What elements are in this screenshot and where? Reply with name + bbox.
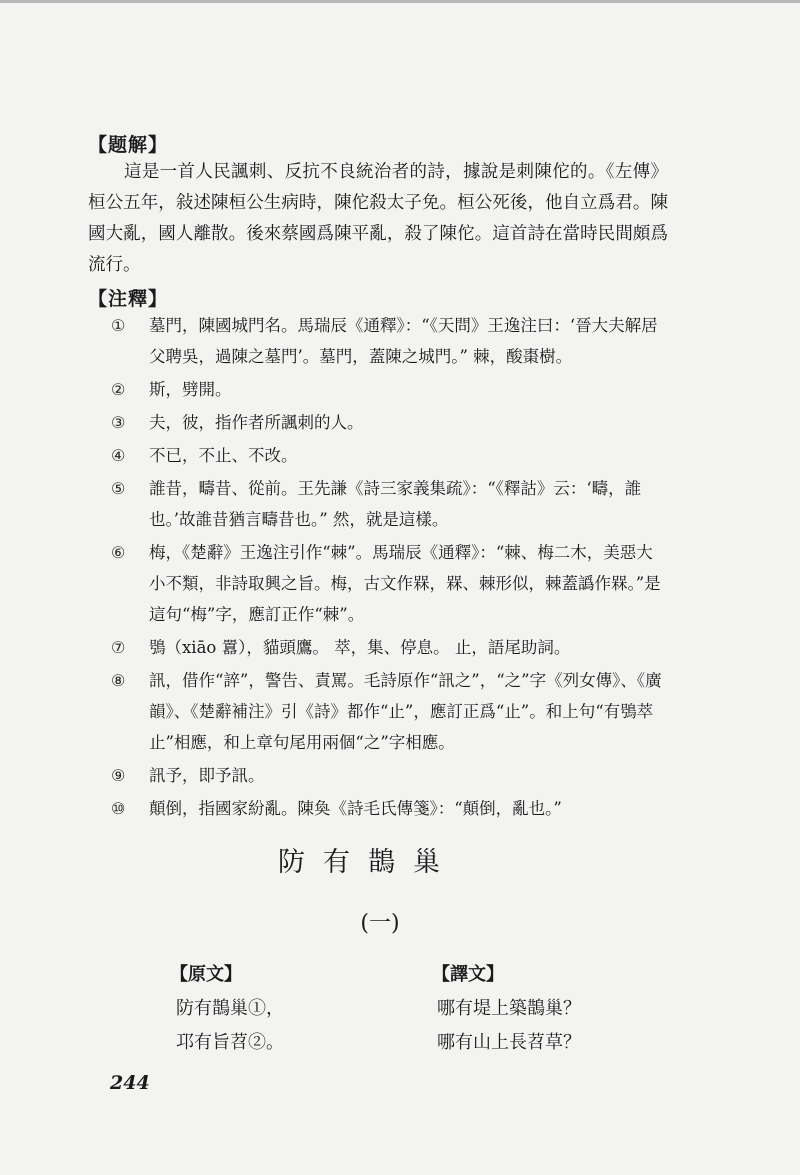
note-number: ② xyxy=(111,380,126,399)
note-number: ⑩ xyxy=(111,799,126,818)
yuanwen-heading: 【原文】 xyxy=(170,964,242,985)
yiwen-heading: 【譯文】 xyxy=(432,964,504,985)
note-text: 鴞（xiāo 囂），貓頭鷹。 萃，集、停息。 止，語尾助詞。 xyxy=(149,638,571,657)
note-text: 夫，彼，指作者所諷刺的人。 xyxy=(149,413,364,432)
note-3 xyxy=(0,407,800,438)
note-5 xyxy=(0,473,800,535)
note-number: ① xyxy=(111,316,126,335)
tijie-heading: 【题解】 xyxy=(88,134,169,156)
note-number: ⑦ xyxy=(111,638,126,657)
yiwen-line-1: 哪有堤上築鵲巢？ xyxy=(437,998,581,1019)
note-text: 顛倒，指國家紛亂。陳奐《詩毛氏傳箋》：“顛倒，亂也。” xyxy=(149,799,562,818)
note-10 xyxy=(0,793,800,824)
note-number: ⑤ xyxy=(111,479,126,498)
note-number: ⑧ xyxy=(111,671,126,690)
note-text: 墓門，陳國城門名。馬瑞辰《通釋》：“《天問》王逸注曰：‘晉大夫解居父聘吳，過陳之墓門’。墓門，蓋陳之城門。” 棘，酸棗樹。 xyxy=(149,316,658,366)
yiwen-line-2: 哪有山上長苕草？ xyxy=(437,1032,581,1053)
note-4 xyxy=(0,440,800,471)
note-text: 梅，《楚辭》王逸注引作“棘”。馬瑞辰《通釋》：“棘、梅二木，美惡大小不類，非詩取興之旨。梅，古文作槑，槑、棘形似，棘蓋譌作槑。”是這句“梅”字，應訂正作“棘”。 xyxy=(149,543,661,624)
note-text: 不已，不止、不改。 xyxy=(149,446,298,465)
note-text: 斯，劈開。 xyxy=(149,380,232,399)
stanza-number: (一) xyxy=(360,911,400,936)
yuanwen-line-2: 邛有旨苕②。 xyxy=(176,1032,284,1053)
note-text: 誰昔，疇昔、從前。王先謙《詩三家義集疏》：“《釋詁》云：‘疇，誰也。’故誰昔猶言疇昔也。” 然，就是這樣。 xyxy=(149,479,642,529)
note-number: ④ xyxy=(111,446,126,465)
note-2 xyxy=(0,374,800,405)
poem-title: 防有鵲巢 xyxy=(278,847,458,878)
page-number: 244 xyxy=(110,1072,150,1094)
note-8 xyxy=(0,665,800,758)
notes-list xyxy=(0,310,800,826)
note-1 xyxy=(0,310,800,372)
tijie-text: 這是一首人民諷刺、反抗不良統治者的詩，據說是刺陳佗的。《左傳》桓公五年，敍述陳桓公生病時，陳佗殺太子免。桓公死後，他自立爲君。陳國大亂，國人離散。後來蔡國爲陳平亂，殺了陳佗。這首詩在當時民間頗爲流行。 xyxy=(88,162,668,275)
note-number: ⑨ xyxy=(111,766,126,785)
note-9 xyxy=(0,760,800,791)
note-text: 訊予，即予訊。 xyxy=(149,766,265,785)
note-number: ⑥ xyxy=(111,543,126,562)
note-number: ③ xyxy=(111,413,126,432)
note-text: 訊，借作“誶”，警告、責罵。毛詩原作“訊之”，“之”字《列女傳》、《廣韻》、《楚辭補注》引《詩》都作“止”，應訂正爲“止”。和上句“有鴞萃止”相應，和上章句尾用兩個“之”字相應。 xyxy=(149,671,662,752)
note-7 xyxy=(0,632,800,663)
zhushi-heading: 【注釋】 xyxy=(88,288,169,310)
yuanwen-line-1: 防有鵲巢①， xyxy=(176,998,284,1019)
note-6 xyxy=(0,537,800,630)
